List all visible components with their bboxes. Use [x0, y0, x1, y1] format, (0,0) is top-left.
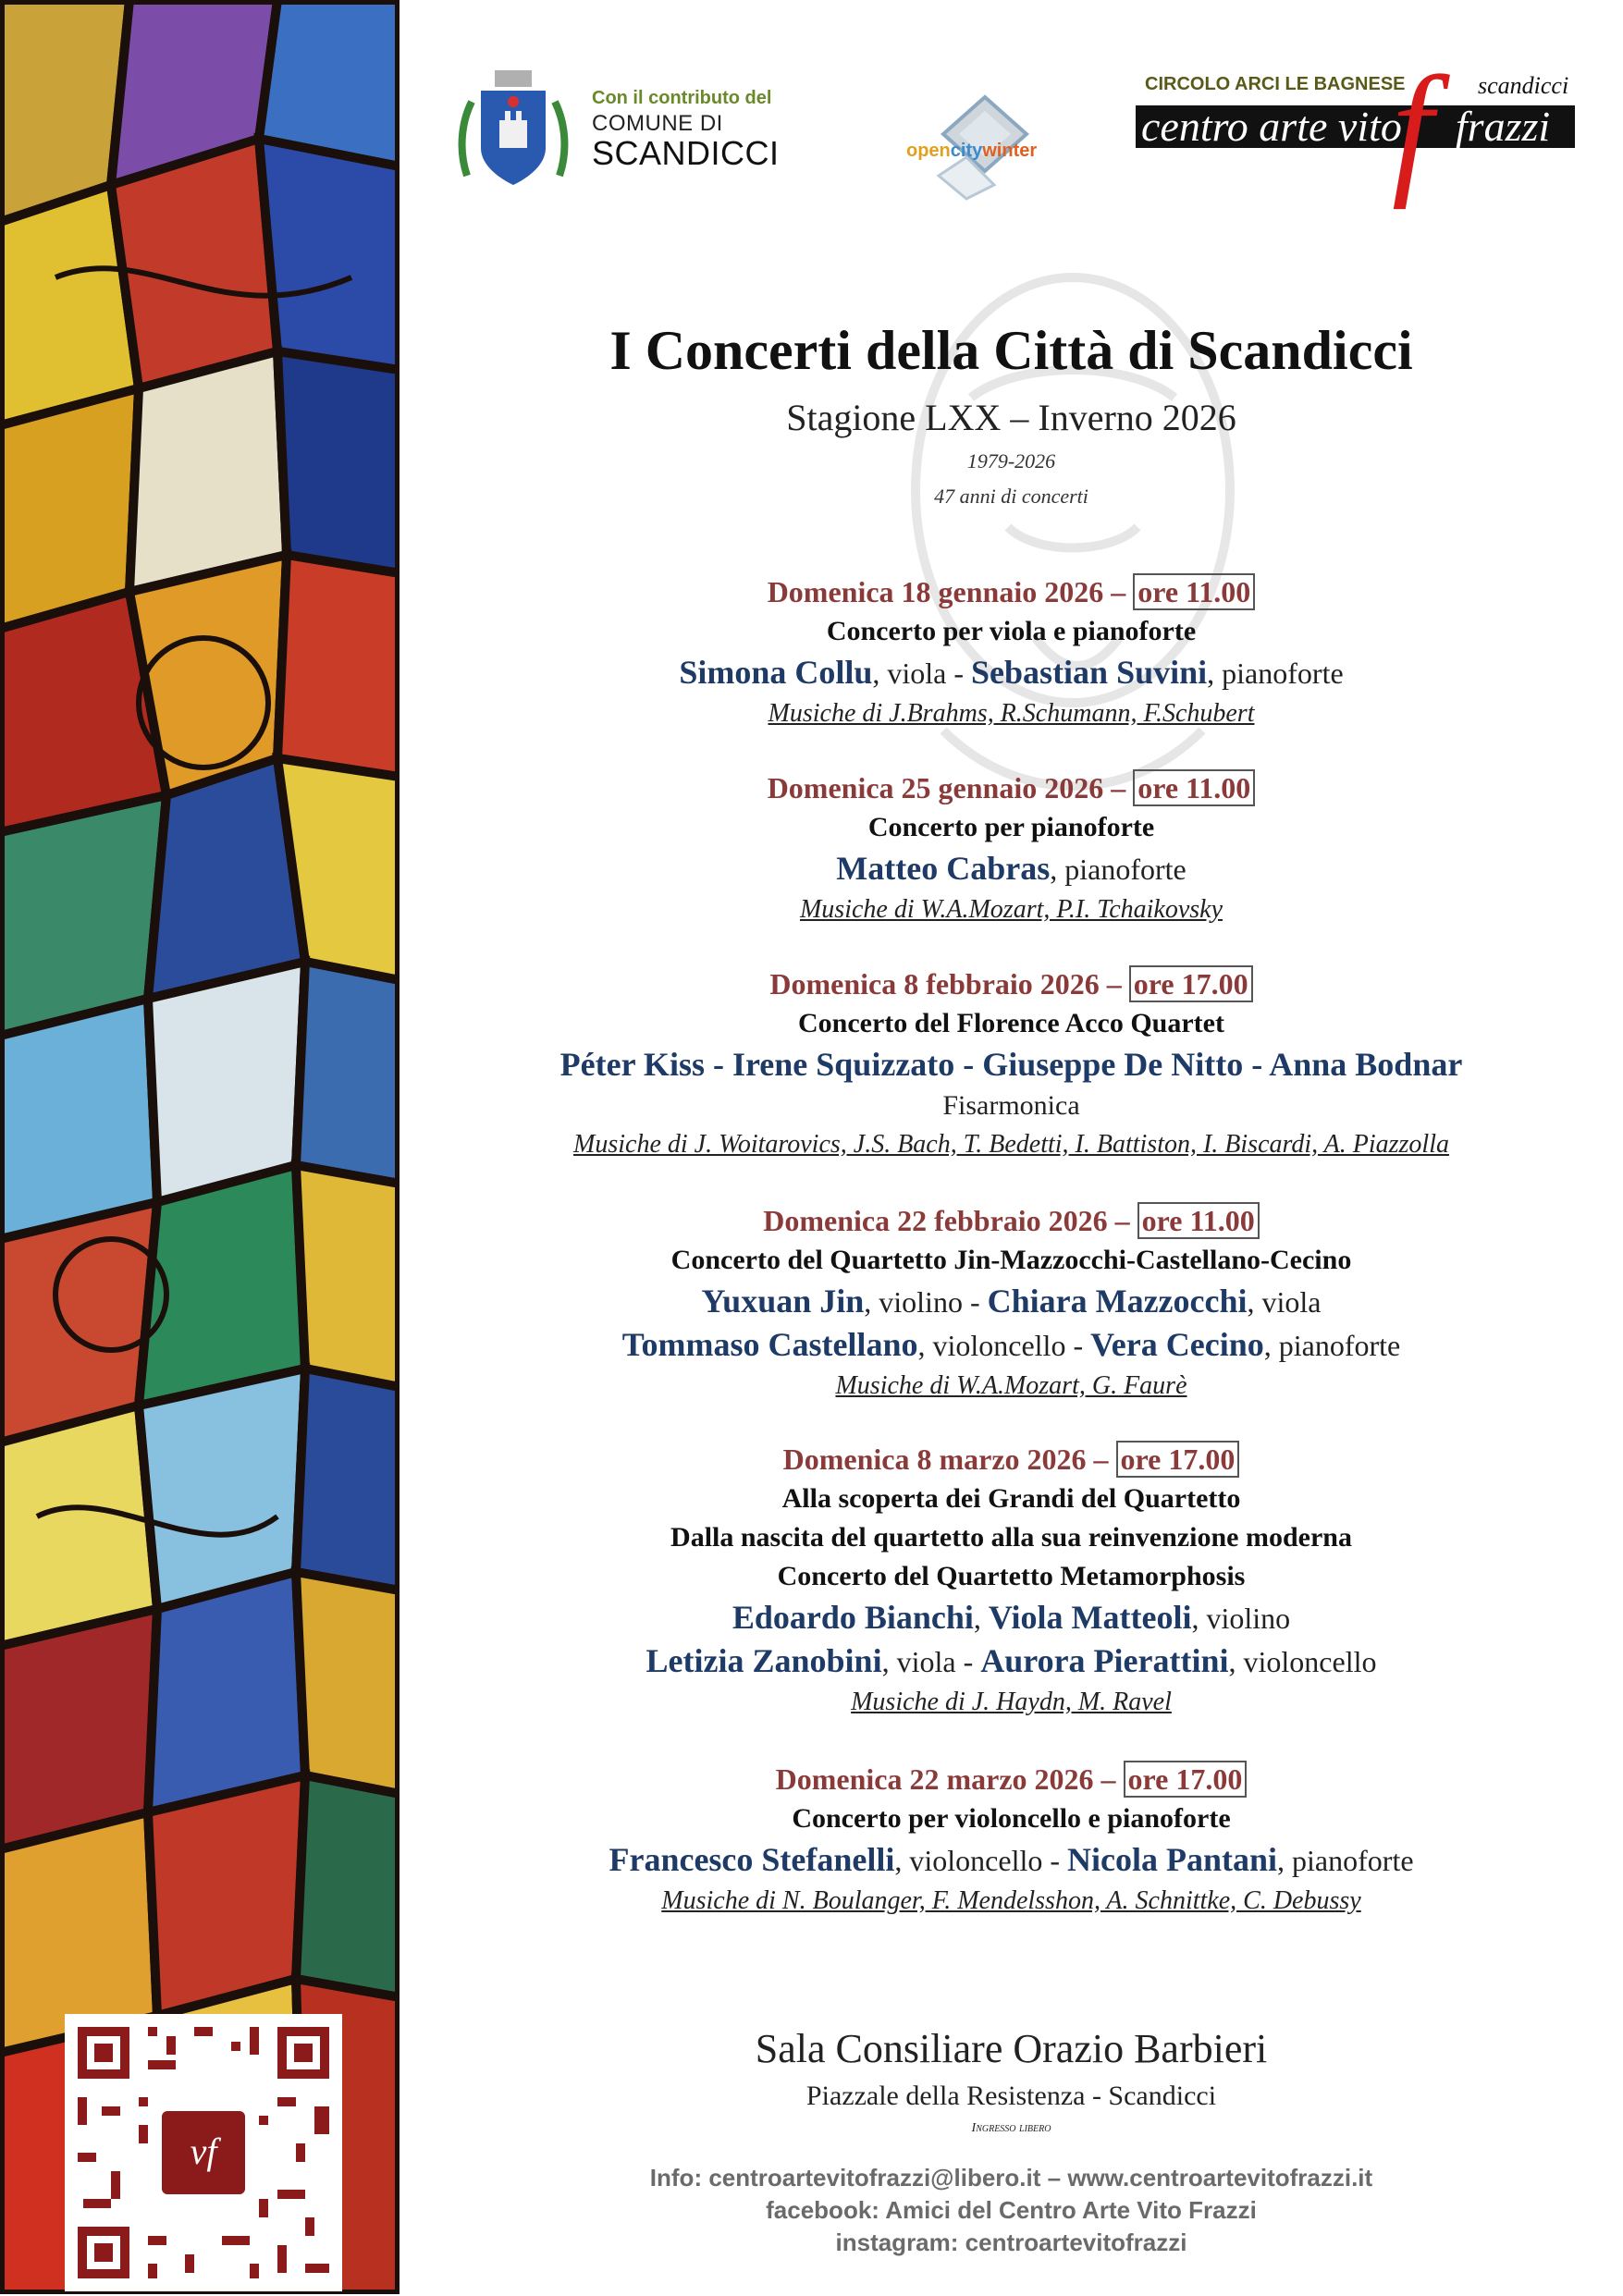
concert-time: ore 11.00	[1133, 769, 1255, 806]
facebook-info[interactable]: facebook: Amici del Centro Arte Vito Frazzi	[766, 2196, 1257, 2224]
concert-date: Domenica 25 gennaio 2026 – ore 11.00	[400, 767, 1623, 808]
performers: Péter Kiss - Irene Squizzato - Giuseppe De Nitto - Anna Bodnar	[559, 1046, 1463, 1083]
concert-time: ore 17.00	[1124, 1761, 1248, 1798]
concert-date: Domenica 22 marzo 2026 – ore 17.00	[400, 1759, 1623, 1799]
concert-item	[400, 767, 1623, 929]
concert-date: Domenica 22 febbraio 2026 – ore 11.00	[400, 1200, 1623, 1241]
ingresso-libero: Ingresso libero	[971, 2121, 1051, 2135]
concert-time: ore 17.00	[1129, 965, 1253, 1002]
concert-title: Concerto del Quartetto Jin-Mazzocchi-Castellano-Cecino	[670, 1245, 1352, 1275]
page-title: I Concerti della Città di Scandicci	[609, 320, 1413, 381]
concert-program: Musiche di N. Boulanger, F. Mendelsshon, A. Schnittke, C. Debussy	[661, 1886, 1361, 1915]
concert-title: Concerto del Quartetto Metamorphosis	[777, 1561, 1246, 1591]
contact-info[interactable]: Info: centroartevitofrazzi@libero.it – www.centroartevitofrazzi.it	[649, 2164, 1373, 2192]
comune-big: SCANDICCI	[592, 134, 780, 172]
concert-time: ore 17.00	[1116, 1441, 1240, 1478]
years-range: 1979-2026	[966, 449, 1056, 473]
comune-small: Con il contributo del	[592, 88, 772, 108]
concert-item	[400, 964, 1623, 1164]
circolo-text: CIRCOLO ARCI LE BAGNESE	[1145, 74, 1406, 94]
concert-title: Concerto per violoncello e pianoforte	[792, 1803, 1231, 1834]
concert-time: ore 11.00	[1137, 1202, 1260, 1239]
comune-mid: COMUNE DI	[592, 111, 723, 136]
venue-name: Sala Consiliare Orazio Barbieri	[755, 2026, 1268, 2071]
qr-logo-text: vf	[190, 2130, 217, 2172]
venue-address: Piazzale della Resistenza - Scandicci	[805, 2081, 1217, 2111]
season-subtitle: Stagione LXX – Inverno 2026	[786, 397, 1236, 438]
instrument: Fisarmonica	[942, 1090, 1080, 1121]
performers: Tommaso Castellano, violoncello - Vera Cecino, pianoforte	[621, 1326, 1401, 1363]
concert-program: Musiche di J.Brahms, R.Schumann, F.Schubert	[768, 699, 1255, 728]
concert-time: ore 11.00	[1133, 573, 1255, 610]
performers: Edoardo Bianchi, Viola Matteoli, violino	[732, 1599, 1291, 1636]
performers: Letizia Zanobini, viola - Aurora Pierattini, violoncello	[646, 1642, 1377, 1679]
concert-item	[400, 1439, 1623, 1722]
scandicci-label: scandicci	[1478, 72, 1569, 99]
stained-glass-image	[0, 0, 400, 2294]
concert-date: Domenica 18 gennaio 2026 – ore 11.00	[400, 571, 1623, 612]
concert-item	[400, 1200, 1623, 1406]
concert-program: Musiche di W.A.Mozart, G. Faurè	[835, 1371, 1187, 1400]
anni-concerti: 47 anni di concerti	[934, 485, 1088, 508]
concert-program: Musiche di J. Woitarovics, J.S. Bach, T. Bedetti, I. Battiston, I. Biscardi, A. Piazzolla	[573, 1130, 1449, 1159]
instagram-info[interactable]: instagram: centroartevitofrazzi	[835, 2228, 1187, 2256]
comune-crest-logo	[453, 65, 573, 208]
concert-date: Domenica 8 marzo 2026 – ore 17.00	[400, 1439, 1623, 1480]
concert-title: Concerto del Florence Acco Quartet	[798, 1008, 1224, 1038]
comune-text	[592, 88, 780, 170]
open-city-winter-text: opencitywinter	[906, 141, 1038, 161]
performers: Yuxuan Jin, violino - Chiara Mazzocchi, viola	[701, 1283, 1322, 1320]
concert-title: Dalla nascita del quartetto alla sua reinvenzione moderna	[670, 1522, 1352, 1553]
concert-item	[400, 571, 1623, 733]
performers: Francesco Stefanelli, violoncello - Nicola Pantani, pianoforte	[609, 1841, 1414, 1878]
concert-title: Alla scoperta dei Grandi del Quartetto	[781, 1483, 1241, 1514]
qr-code[interactable]	[65, 2014, 342, 2291]
performers: Simona Collu, viola - Sebastian Suvini, pianoforte	[679, 654, 1344, 691]
concert-program: Musiche di J. Haydn, M. Ravel	[851, 1688, 1172, 1716]
performers: Matteo Cabras, pianoforte	[836, 850, 1187, 887]
concert-title: Concerto per pianoforte	[867, 812, 1155, 842]
centro-arte-bar: centro arte vito frazzi	[1136, 105, 1575, 148]
concert-date: Domenica 8 febbraio 2026 – ore 17.00	[400, 964, 1623, 1004]
concert-program: Musiche di W.A.Mozart, P.I. Tchaikovsky	[799, 895, 1223, 924]
concert-item	[400, 1759, 1623, 1921]
concert-title: Concerto per viola e pianoforte	[826, 616, 1197, 646]
frazzi-f-icon: f	[1392, 45, 1433, 210]
